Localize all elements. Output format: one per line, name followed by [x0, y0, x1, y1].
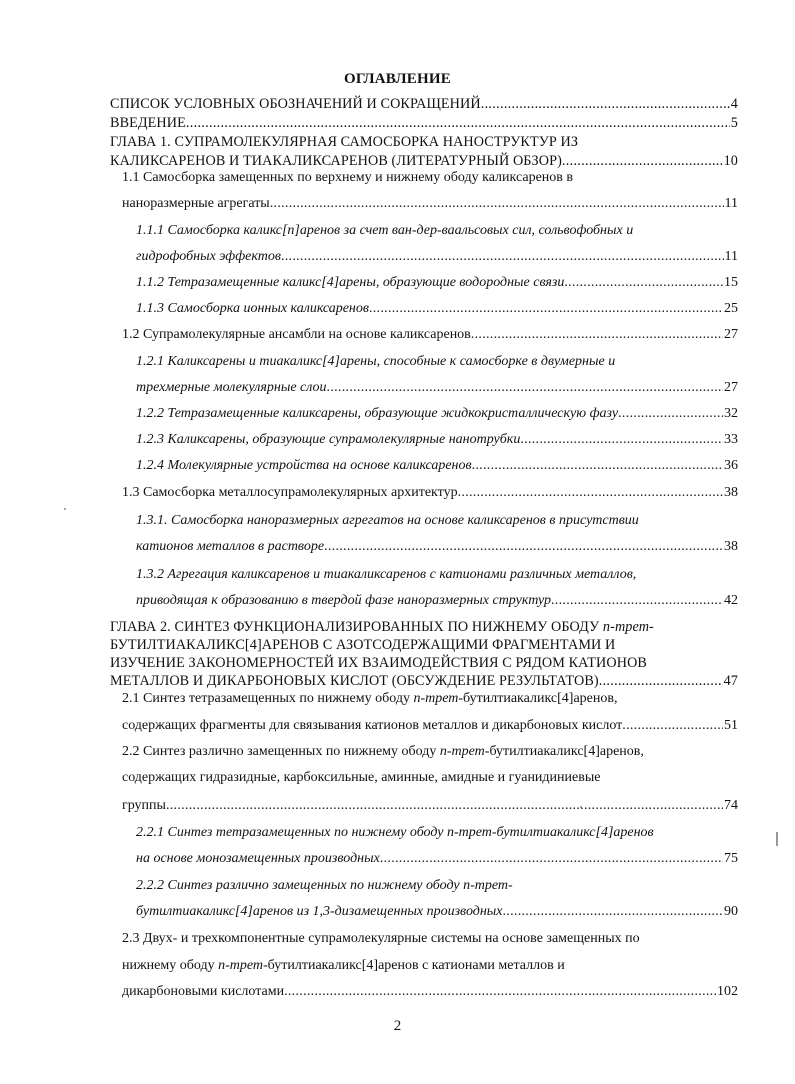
toc-line: [136, 456, 738, 476]
toc-line: [136, 430, 738, 450]
toc-entry-text-italic: п-трет-: [413, 691, 464, 706]
toc-entry-text: 1.2.3 Каликсарены, образующие супрамолекулярные нанотрубки: [136, 432, 521, 447]
toc-page-number: 74: [724, 798, 738, 813]
toc-entry-text: 1.3 Самосборка металлосупрамолекулярных архитектур: [122, 485, 458, 500]
toc-entry-text: 1.2.4 Молекулярные устройства на основе каликсаренов: [136, 458, 472, 473]
toc-line: [136, 221, 738, 241]
toc-page-number: 10: [723, 153, 738, 169]
toc-entry-text: 1.1.3 Самосборка ионных каликсаренов: [136, 301, 369, 316]
toc-line: [110, 617, 738, 637]
toc-line: [122, 982, 738, 1002]
leader-dots: [551, 591, 723, 611]
toc-line: [136, 565, 738, 585]
toc-line: [122, 929, 738, 949]
toc-line: [136, 299, 738, 319]
leader-dots: [622, 716, 723, 736]
toc-page-number: 47: [723, 673, 738, 689]
toc-entry-text: бутилтиакаликс[4]аренов,: [463, 691, 618, 706]
toc-line: [136, 273, 738, 293]
leader-dots: [520, 430, 723, 450]
toc-entry-text: 2.2 Синтез различно замещенных по нижнему ободу: [122, 744, 440, 759]
leader-dots: [166, 796, 723, 816]
toc-page-number: 32: [724, 406, 738, 421]
toc-line: [122, 194, 738, 214]
toc-line: [136, 537, 738, 557]
leader-dots: [284, 982, 716, 1002]
toc-entry-text: 1.2.2 Тетразамещенные каликсарены, образующие жидкокристаллическую фазу: [136, 406, 619, 421]
toc-entry-text: 1.2.1 Каликсарены и тиакаликс[4]арены, способные к самосборке в двумерные и: [136, 354, 616, 369]
toc-line: [136, 404, 738, 424]
toc-line: [110, 113, 738, 133]
leader-dots: [564, 273, 723, 293]
page-number: 2: [393, 1018, 402, 1034]
leader-dots: [327, 378, 723, 398]
toc-entry-text: катионов металлов в растворе: [136, 539, 325, 554]
toc-line: [110, 94, 738, 114]
toc-page-number: 25: [724, 301, 738, 316]
toc-page-number: 5: [730, 115, 738, 131]
toc-line: [136, 823, 738, 843]
toc-entry-text-italic: п-трет-: [602, 619, 654, 635]
toc-entry-text: группы: [122, 798, 166, 813]
toc-entry-text: нижнему ободу: [122, 958, 219, 973]
toc-entry-text: наноразмерные агрегаты: [122, 196, 270, 211]
leader-dots: [503, 902, 724, 922]
toc-page-number: 90: [724, 904, 738, 919]
page-title: ОГЛАВЛЕНИЕ: [344, 71, 451, 87]
leader-dots: [471, 325, 723, 345]
toc-entry-text: 2.1 Синтез тетразамещенных по нижнему ободу: [122, 691, 414, 706]
toc-line: [136, 591, 738, 611]
toc-page-number: 51: [724, 718, 738, 733]
leader-dots: [324, 537, 723, 557]
leader-dots: [380, 849, 723, 869]
toc-page-number: 42: [724, 593, 738, 608]
scan-speck: [580, 806, 582, 808]
toc-entry-text: 1.2 Супрамолекулярные ансамбли на основе каликсаренов: [122, 327, 471, 342]
toc-line: [136, 378, 738, 398]
toc-page-number: 38: [724, 485, 738, 500]
toc-line: [122, 716, 738, 736]
toc-entry-text: -бутилтиакаликс[4]аренов,: [484, 744, 644, 759]
leader-dots: [481, 94, 730, 114]
toc-page-number: 75: [724, 851, 738, 866]
leader-dots: [618, 404, 723, 424]
toc-entry-text: содержащих фрагменты для связывания катионов металлов и дикарбоновых кислот: [122, 718, 623, 733]
scan-speck: [64, 508, 66, 510]
toc-entry-text: дикарбоновыми кислотами: [122, 984, 285, 999]
leader-dots: [270, 194, 724, 214]
leader-dots: [186, 113, 730, 133]
toc-page-number: 33: [724, 432, 738, 447]
toc-entry-text: трехмерные молекулярные слои: [136, 380, 327, 395]
toc-entry-text: 1.1.2 Тетразамещенные каликс[4]арены, образующие водородные связи: [136, 275, 565, 290]
toc-line: [122, 796, 738, 816]
toc-page-number: 11: [724, 249, 738, 264]
toc-entry-text: ГЛАВА 2. СИНТЕЗ ФУНКЦИОНАЛИЗИРОВАННЫХ ПО НИЖНЕМУ ОБОДУ: [110, 619, 603, 635]
toc-line: [122, 168, 738, 188]
toc-page-number: 102: [717, 984, 738, 999]
toc-entry-text: СПИСОК УСЛОВНЫХ ОБОЗНАЧЕНИЙ И СОКРАЩЕНИЙ: [110, 96, 481, 112]
leader-dots: [472, 456, 723, 476]
toc-entry-text: 1.3.1. Самосборка наноразмерных агрегатов на основе каликсаренов в присутствии: [136, 513, 639, 528]
toc-line: [136, 902, 738, 922]
toc-page-number: 36: [724, 458, 738, 473]
toc-entry-text: приводящая к образованию в твердой фазе наноразмерных структур: [136, 593, 551, 608]
toc-line: [110, 635, 738, 655]
leader-dots: [599, 671, 723, 691]
toc-entry-text: 2.2.1 Синтез тетразамещенных по нижнему ободу п-трет-бутилтиакаликс[4]аренов: [136, 825, 654, 840]
toc-entry-text-italic: п-трет: [439, 744, 485, 759]
toc-line: [122, 742, 738, 762]
toc-page-number: 38: [724, 539, 738, 554]
toc-page-number: 15: [724, 275, 738, 290]
leader-dots: [369, 299, 723, 319]
leader-dots: [458, 483, 723, 503]
toc-line: [122, 956, 738, 976]
toc-entry-text: 2.2.2 Синтез различно замещенных по нижнему ободу п-трет-: [136, 878, 513, 893]
toc-entry-text: МЕТАЛЛОВ И ДИКАРБОНОВЫХ КИСЛОТ (ОБСУЖДЕНИЕ РЕЗУЛЬТАТОВ): [110, 673, 599, 689]
toc-entry-text: содержащих гидразидные, карбоксильные, аминные, амидные и гуанидиниевые: [122, 770, 601, 785]
toc-line: [122, 325, 738, 345]
toc-line: [136, 876, 738, 896]
toc-entry-text: гидрофобных эффектов: [136, 249, 281, 264]
toc-line: [110, 132, 738, 152]
toc-entry-text: 1.3.2 Агрегация каликсаренов и тиакаликсаренов с катионами различных металлов,: [136, 567, 637, 582]
toc-entry-text: на основе монозамещенных производных: [136, 851, 380, 866]
toc-line: [136, 247, 738, 267]
scan-margin-mark: [776, 832, 778, 846]
toc-entry-text: 2.3 Двух- и трехкомпонентные супрамолекулярные системы на основе замещенных по: [122, 931, 640, 946]
toc-entry-text: 1.1 Самосборка замещенных по верхнему и нижнему ободу каликсаренов в: [122, 170, 574, 185]
toc-line: [122, 483, 738, 503]
toc-entry-text: КАЛИКСАРЕНОВ И ТИАКАЛИКСАРЕНОВ (ЛИТЕРАТУРНЫЙ ОБЗОР): [110, 153, 562, 169]
toc-entry-text: ВВЕДЕНИЕ: [110, 115, 186, 131]
toc-line: [122, 768, 738, 788]
toc-entry-text: ГЛАВА 1. СУПРАМОЛЕКУЛЯРНАЯ САМОСБОРКА НАНОСТРУКТУР ИЗ: [110, 134, 579, 150]
toc-entry-text: бутилтиакаликс[4]аренов из 1,3-дизамещенных производных: [136, 904, 503, 919]
toc-page-number: 4: [730, 96, 738, 112]
toc-entry-text-italic: п-трет-: [218, 958, 268, 973]
toc-entry-text: БУТИЛТИАКАЛИКС[4]АРЕНОВ С АЗОТСОДЕРЖАЩИМИ ФРАГМЕНТАМИ И: [110, 637, 616, 653]
toc-entry-text: ИЗУЧЕНИЕ ЗАКОНОМЕРНОСТЕЙ ИХ ВЗАИМОДЕЙСТВИЯ С РЯДОМ КАТИОНОВ: [110, 655, 647, 671]
toc-line: [136, 849, 738, 869]
toc-entry-text: 1.1.1 Самосборка каликс[n]аренов за счет ван-дер-ваальсовых сил, сольвофобных и: [136, 223, 634, 238]
toc-line: [136, 511, 738, 531]
toc-line: [122, 689, 738, 709]
leader-dots: [281, 247, 724, 267]
toc-entry-text: бутилтиакаликс[4]аренов с катионами металлов и: [267, 958, 565, 973]
toc-line: [110, 671, 738, 691]
toc-line: [110, 653, 738, 673]
toc-page-number: 11: [724, 196, 738, 211]
toc-page-number: 27: [724, 327, 738, 342]
toc-page-number: 27: [724, 380, 738, 395]
toc-line: [136, 352, 738, 372]
